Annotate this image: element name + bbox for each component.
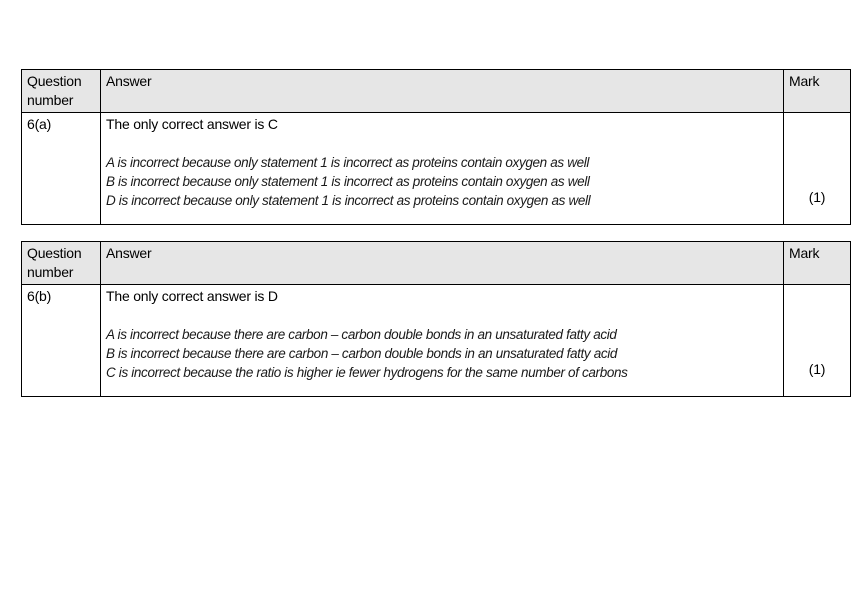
question-number-cell: 6(a) bbox=[22, 113, 101, 225]
mark-cell bbox=[784, 113, 851, 225]
question-number-header: Question number bbox=[22, 242, 101, 285]
table-header-row bbox=[22, 70, 851, 113]
question-number-cell: 6(b) bbox=[22, 285, 101, 397]
reason-line: A is incorrect because there are carbon – carbon double bonds in an unsaturated fatty acid bbox=[106, 327, 617, 342]
table-row bbox=[22, 285, 851, 397]
mark-scheme-table-6b bbox=[21, 241, 851, 397]
answer-header: Answer bbox=[101, 242, 784, 285]
mark-header: Mark bbox=[784, 242, 851, 285]
table-row bbox=[22, 113, 851, 225]
table-header-row bbox=[22, 242, 851, 285]
reason-line: B is incorrect because only statement 1 is incorrect as proteins contain oxygen as well bbox=[106, 174, 590, 189]
correct-answer-statement: The only correct answer is C bbox=[106, 116, 278, 132]
mark-value: (1) bbox=[808, 361, 826, 377]
reason-line: A is incorrect because only statement 1 is incorrect as proteins contain oxygen as well bbox=[106, 155, 590, 170]
correct-answer-statement: The only correct answer is D bbox=[106, 288, 278, 304]
mark-header: Mark bbox=[784, 70, 851, 113]
reason-line: B is incorrect because there are carbon – carbon double bonds in an unsaturated fatty acid bbox=[106, 346, 618, 361]
mark-cell bbox=[784, 285, 851, 397]
question-number-header: Question number bbox=[22, 70, 101, 113]
mark-value: (1) bbox=[808, 189, 826, 205]
answer-cell bbox=[101, 113, 784, 225]
mark-scheme-table-6a bbox=[21, 69, 851, 225]
answer-cell bbox=[101, 285, 784, 397]
reason-line: D is incorrect because only statement 1 is incorrect as proteins contain oxygen as well bbox=[106, 193, 591, 208]
reason-line: C is incorrect because the ratio is higher ie fewer hydrogens for the same number of carbons bbox=[106, 365, 628, 380]
answer-header: Answer bbox=[101, 70, 784, 113]
